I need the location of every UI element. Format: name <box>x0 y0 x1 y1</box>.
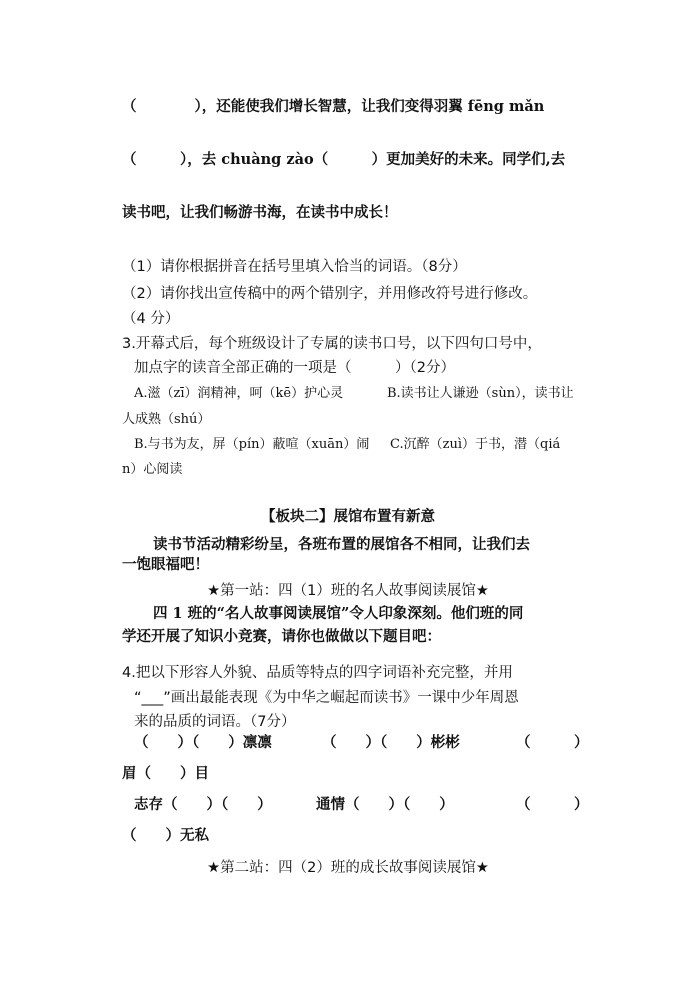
task-1: （1）请你根据拼音在括号里填入恰当的词语。（8分） <box>122 259 467 275</box>
q3-option-a: A.滋（zī）润精神，呵（kē）护心灵 <box>134 386 344 401</box>
passage-line-3: 读书吧，让我们畅游书海，在读书中成长！ <box>122 204 398 221</box>
q4-row-4: （ ）无私 <box>122 827 209 844</box>
q4-stem-2: “___”画出最能表现《为中华之崛起而读书》一课中少年周恩 <box>134 690 519 706</box>
q3-option-d-cont: n）心阅读 <box>122 462 183 477</box>
task-2-score: （4 分） <box>122 311 180 327</box>
section-2-intro-2: 一饱眼福吧！ <box>122 556 209 573</box>
section-2-title: 【板块二】展馆布置有新意 <box>261 509 435 525</box>
station-1-text-1: 四 1 班的“名人故事阅读展馆”令人印象深刻。他们班的同 <box>153 605 524 622</box>
section-2-intro-1: 读书节活动精彩纷呈，各班布置的展馆各不相同，让我们去 <box>153 536 530 553</box>
q4-row-1-b: （ ）（ ）彬彬 <box>322 734 460 751</box>
q3-option-d: C.沉醉（zuì）于书，潜（qiá <box>390 437 561 452</box>
station-2-title: ★第二站：四（2）班的成长故事阅读展馆★ <box>207 860 489 876</box>
task-2: （2）请你找出宣传稿中的两个错别字，并用修改符号进行修改。 <box>122 286 538 302</box>
q4-stem-1: 4.把以下形容人外貌、品质等特点的四字词语补充完整，并用 <box>122 665 513 681</box>
passage-line-2: （ ），去 chuàng zào（ ）更加美好的未来。同学们,去 <box>122 151 566 168</box>
passage-line-1: （ ），还能使我们增长智慧，让我们变得羽翼 fēng mǎn <box>122 98 545 115</box>
q4-row-1-a: （ ）（ ）凛凛 <box>134 734 272 751</box>
q4-row-2: 眉（ ）目 <box>122 765 209 782</box>
q3-option-b: B.读书让人谦逊（sùn），读书让 <box>387 386 574 401</box>
q4-row-3-c: （ ） <box>516 796 589 813</box>
q3-option-b-cont: 人成熟（shú） <box>122 412 211 427</box>
q3-stem-1: 3.开幕式后，每个班级设计了专属的读书口号，以下四句口号中， <box>122 336 542 352</box>
q3-stem-2: 加点字的读音全部正确的一项是（ ）（2分） <box>134 360 455 376</box>
q4-row-3-a: 志存（ ）（ ） <box>134 796 272 813</box>
station-1-title: ★第一站：四（1）班的名人故事阅读展馆★ <box>207 583 489 599</box>
q4-row-3-b: 通情（ ）（ ） <box>316 796 454 813</box>
station-1-text-2: 学还开展了知识小竞赛，请你也做做以下题目吧： <box>122 628 441 645</box>
q3-option-c: B.与书为友，屏（pín）蔽喧（xuān）闹 <box>134 437 370 452</box>
q4-row-1-c: （ ） <box>516 734 589 751</box>
q4-stem-3: 来的品质的词语。（7分） <box>134 714 296 730</box>
